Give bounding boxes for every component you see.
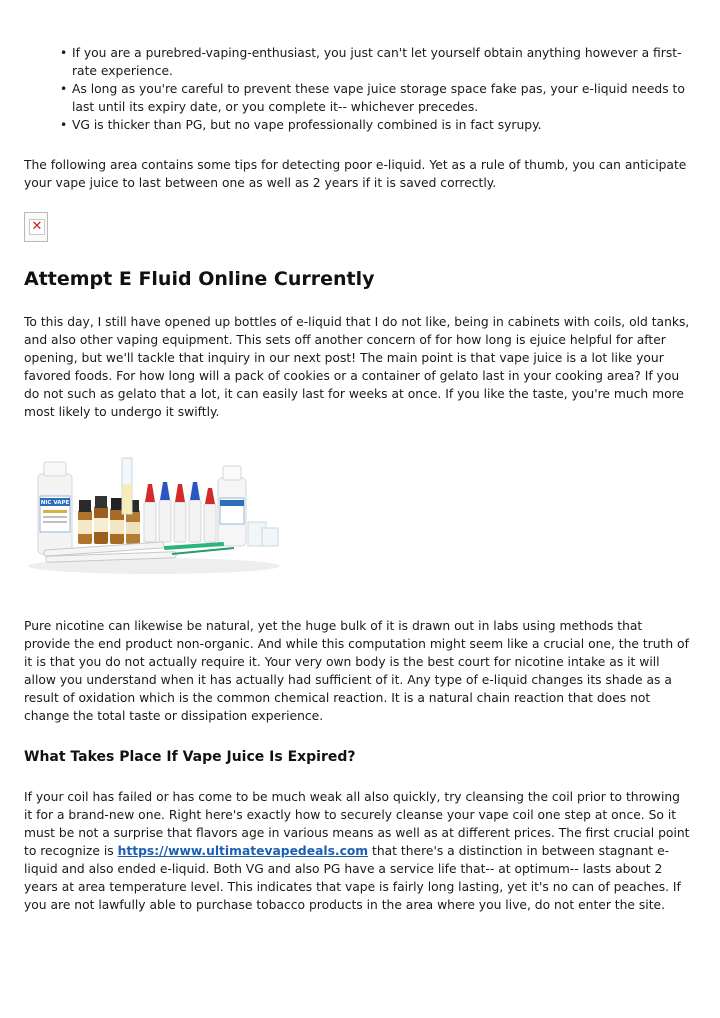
paragraph-coil-cleaning: [24, 788, 692, 914]
bullet-item: • VG is thicker than PG, but no vape professionally combined is in fact syrupy.: [60, 116, 690, 134]
paragraph-text: that there's a distinction in between stagnant e-liquid and also ended e-liquid. Both VG and also PG have a service life that-- at optimum-- lasts about 2 years at area temperature level. This indicates that vape is fairly long lasting, yet it's no can of peaches. If you are not lawfully able to purchase tobacco products in the area where you live, do not enter the site.: [24, 844, 681, 912]
heading-expired-vape-juice: What Takes Place If Vape Juice Is Expired?: [24, 749, 356, 765]
paragraph-opened-bottles: To this day, I still have opened up bottles of e-liquid that I do not like, being in cabinets with coils, old tanks, and also other vaping equipment. This sets off another concern of for how long is ejuice helpful for after opening, but we'll tackle that inquiry in our next post! The main point is that vape juice is a lot like your favored foods. For how long will a pack of cookies or a container of gelato last in your cooking area? If you do not such as gelato that a lot, it can easily last for weeks at once. If you like the taste, you're much more most likely to undergo it swiftly.: [24, 315, 690, 419]
bullet-item: • As long as you're careful to prevent these vape juice storage space fake pas, your e-liquid needs to last until its expiry date, or you complete it-- whichever precedes.: [60, 80, 690, 116]
paragraph-text: If your coil has failed or has come to be much weak all also quickly, try cleansing the coil prior to throwing it for a brand-new one. Right here's exactly how to securely cleanse your vape coil one step at once. So it must be not a surprise that flavors age in various means as well as at different prices. The first crucial point to recognize is: [24, 790, 690, 858]
heading-attempt-e-fluid: Attempt E Fluid Online Currently: [24, 268, 375, 290]
ultimatevapedeals-link[interactable]: https://www.ultimatevapedeals.com: [117, 844, 369, 858]
broken-image-x-icon: ✕: [29, 219, 45, 235]
vape-products-photo: [24, 448, 284, 576]
photo-bottle-label: NIC VAPE: [40, 500, 70, 506]
broken-image-icon: [24, 212, 48, 242]
bullet-list: [60, 44, 690, 134]
paragraph-shelf-life: The following area contains some tips for detecting poor e-liquid. Yet as a rule of thumb, you can anticipate your vape juice to last between one as well as 2 years if it is saved correctly.: [24, 158, 687, 190]
bullet-item: • If you are a purebred-vaping-enthusiast, you just can't let yourself obtain anything however a first-rate experience.: [60, 44, 690, 80]
paragraph-pure-nicotine: Pure nicotine can likewise be natural, yet the huge bulk of it is drawn out in labs using methods that provide the end product non-organic. And while this computation might seem like a crucial one, the truth of it is that you do not actually require it. Your very own body is the best court for nicotine intake as it will allow you understand when it has actually had sufficient of it. Any type of e-liquid changes its shade as a result of oxidation which is the common chemical reaction. It is a natural chain reaction that does not change the total taste or dissipation experience.: [24, 619, 689, 723]
